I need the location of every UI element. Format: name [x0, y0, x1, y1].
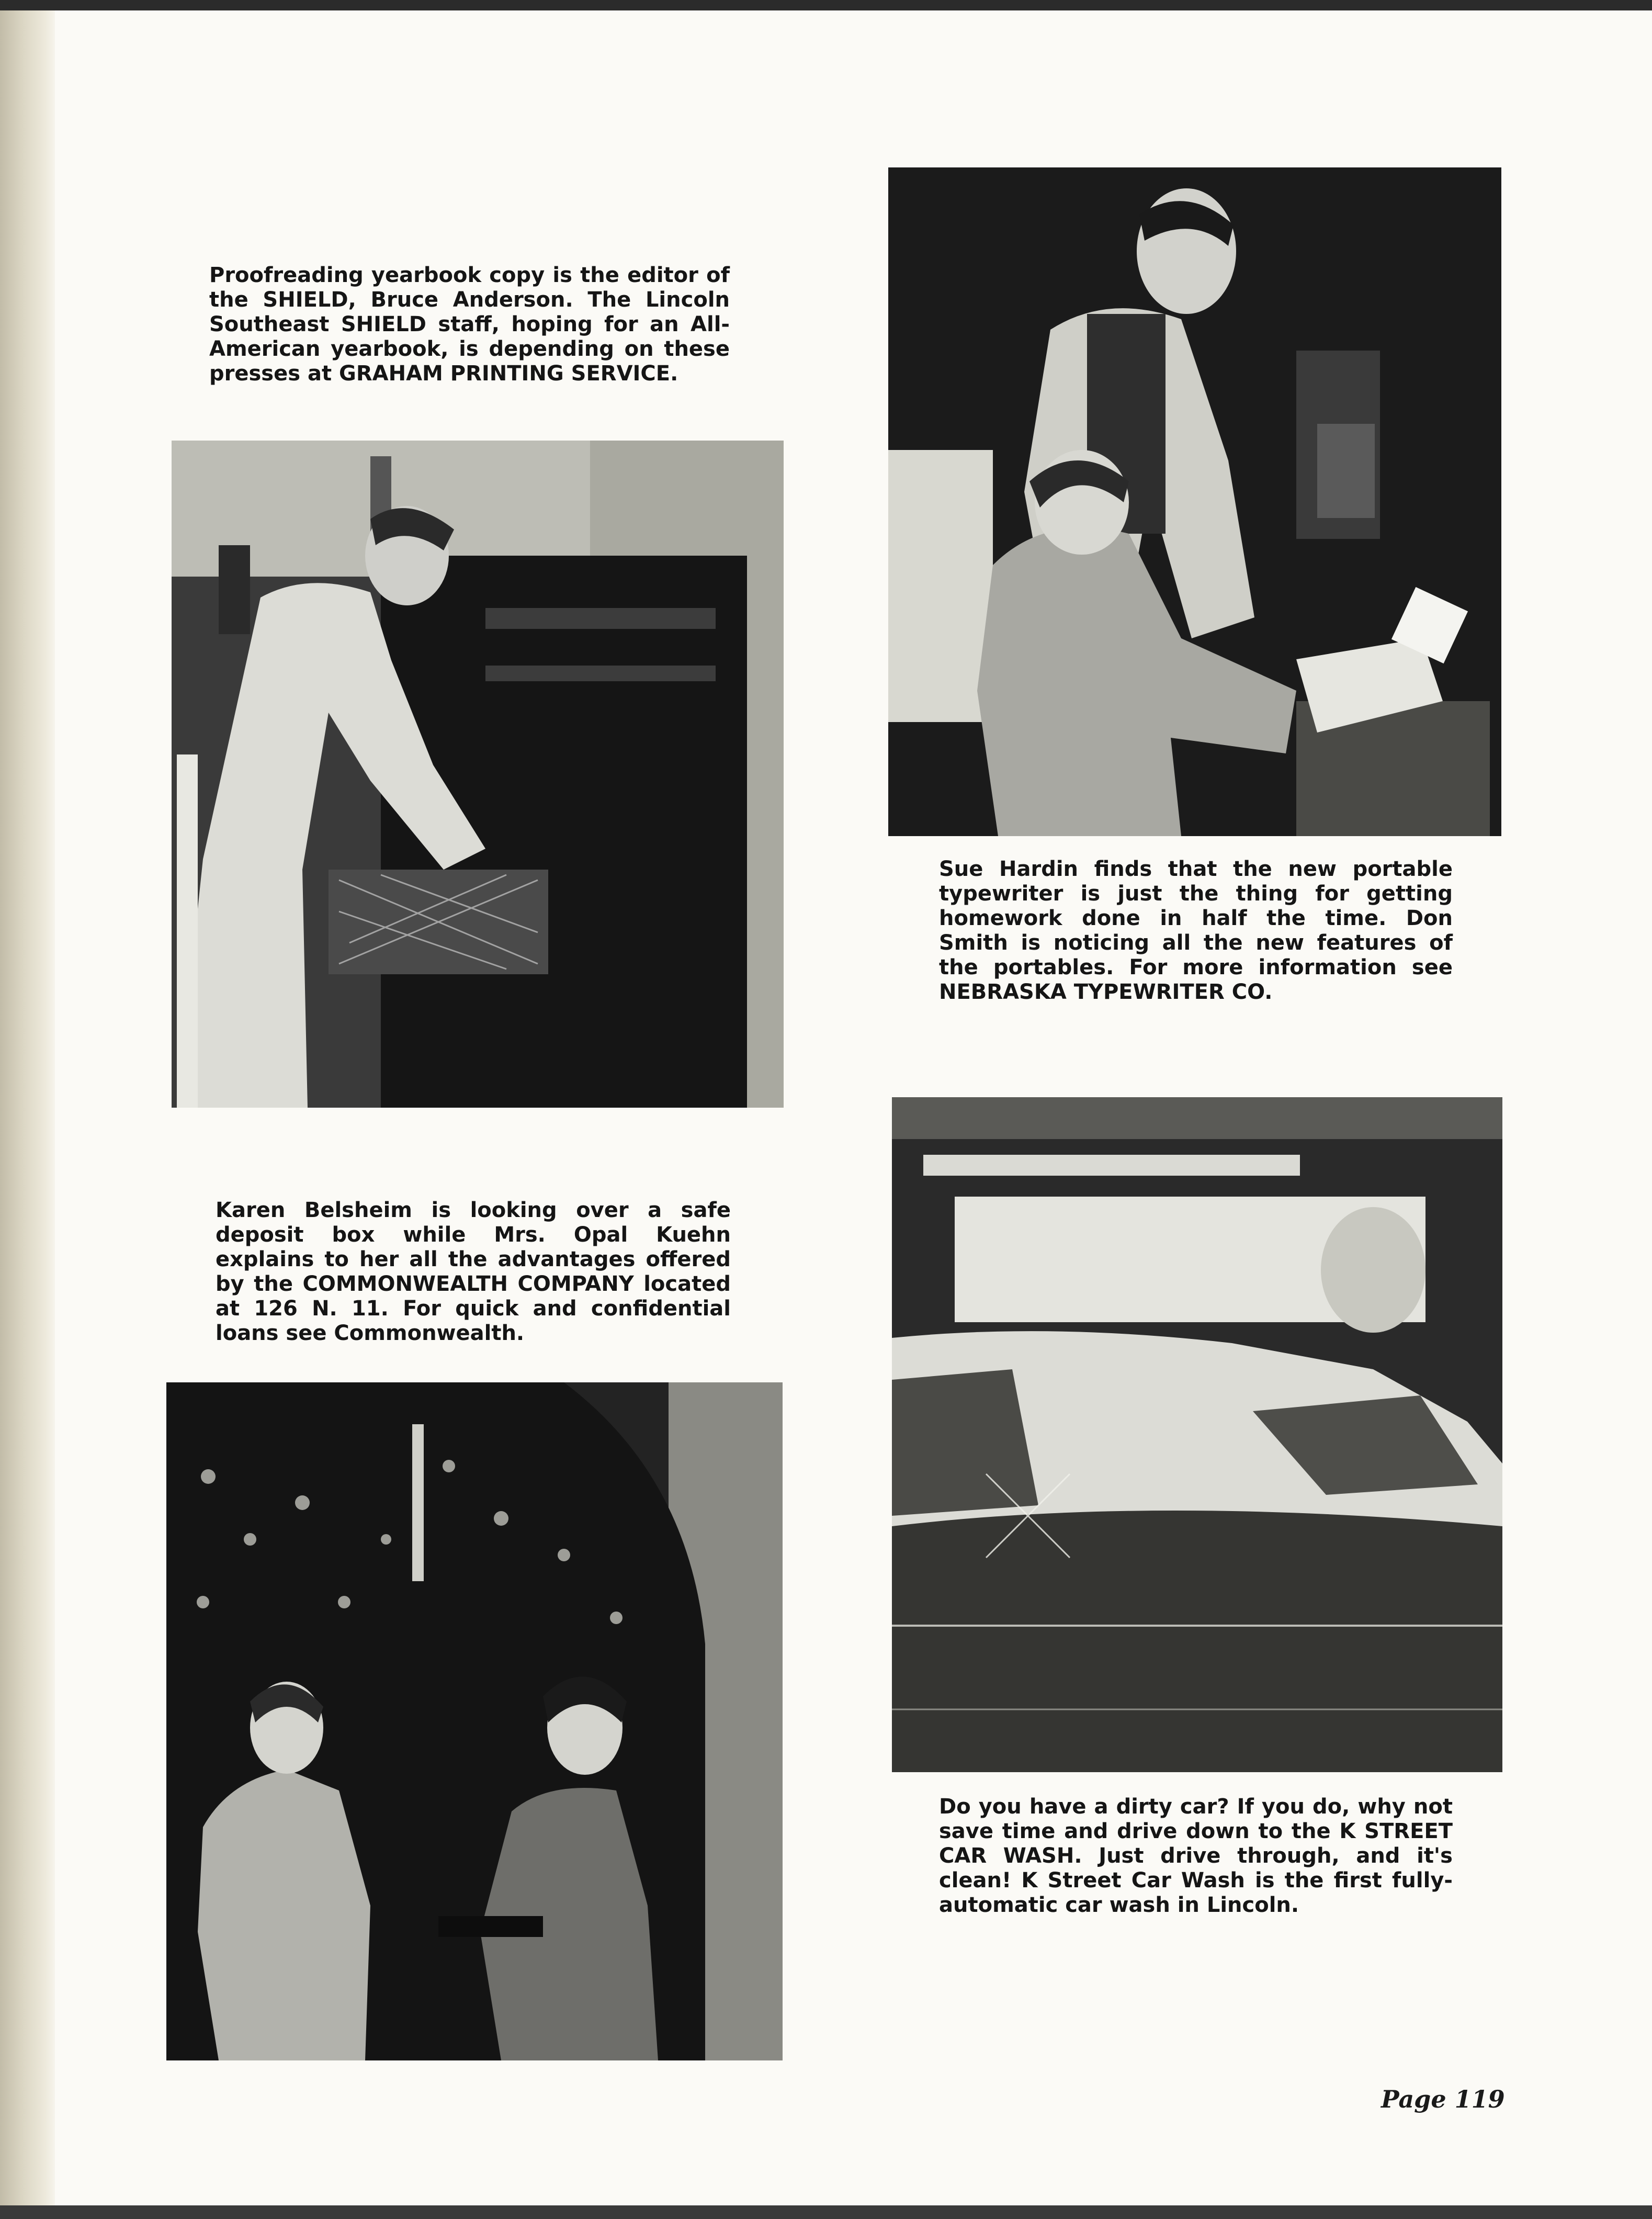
bank-vault-photo [166, 1382, 783, 2060]
page-binding-edge [0, 0, 55, 2219]
caption-graham-printing: Proofreading yearbook copy is the editor of the SHIELD, Bruce Anderson. The Lincoln Southeast SHIELD staff, hoping for an All-American yearbook, is depending on these presses at GRAHAM PRINTING SERVICE. [209, 263, 730, 386]
page-number: Page 119 [1381, 2085, 1505, 2113]
caption-commonwealth: Karen Belsheim is looking over a safe deposit box while Mrs. Opal Kuehn explains to her all the advantages offered by the COMMONWEALTH COMPANY located at 126 N. 11. For quick and confidential loans see Commonwealth. [216, 1198, 731, 1345]
page-top-edge [0, 0, 1652, 10]
caption-nebraska-typewriter: Sue Hardin finds that the new portable typewriter is just the thing for getting homework done in half the time. Don Smith is noticing all the new features of the portables. For more information see NEBRASKA TYPEWRITER CO. [939, 857, 1453, 1004]
typewriter-photo [888, 167, 1501, 836]
printing-press-photo [172, 441, 784, 1108]
caption-k-street-car-wash: Do you have a dirty car? If you do, why not save time and drive down to the K STREET CAR WASH. Just drive through, and it's clean! K Street Car Wash is the first fully-automatic car wash in Lincoln. [939, 1795, 1453, 1917]
car-wash-photo [892, 1097, 1502, 1772]
page-bottom-edge [0, 2205, 1652, 2219]
